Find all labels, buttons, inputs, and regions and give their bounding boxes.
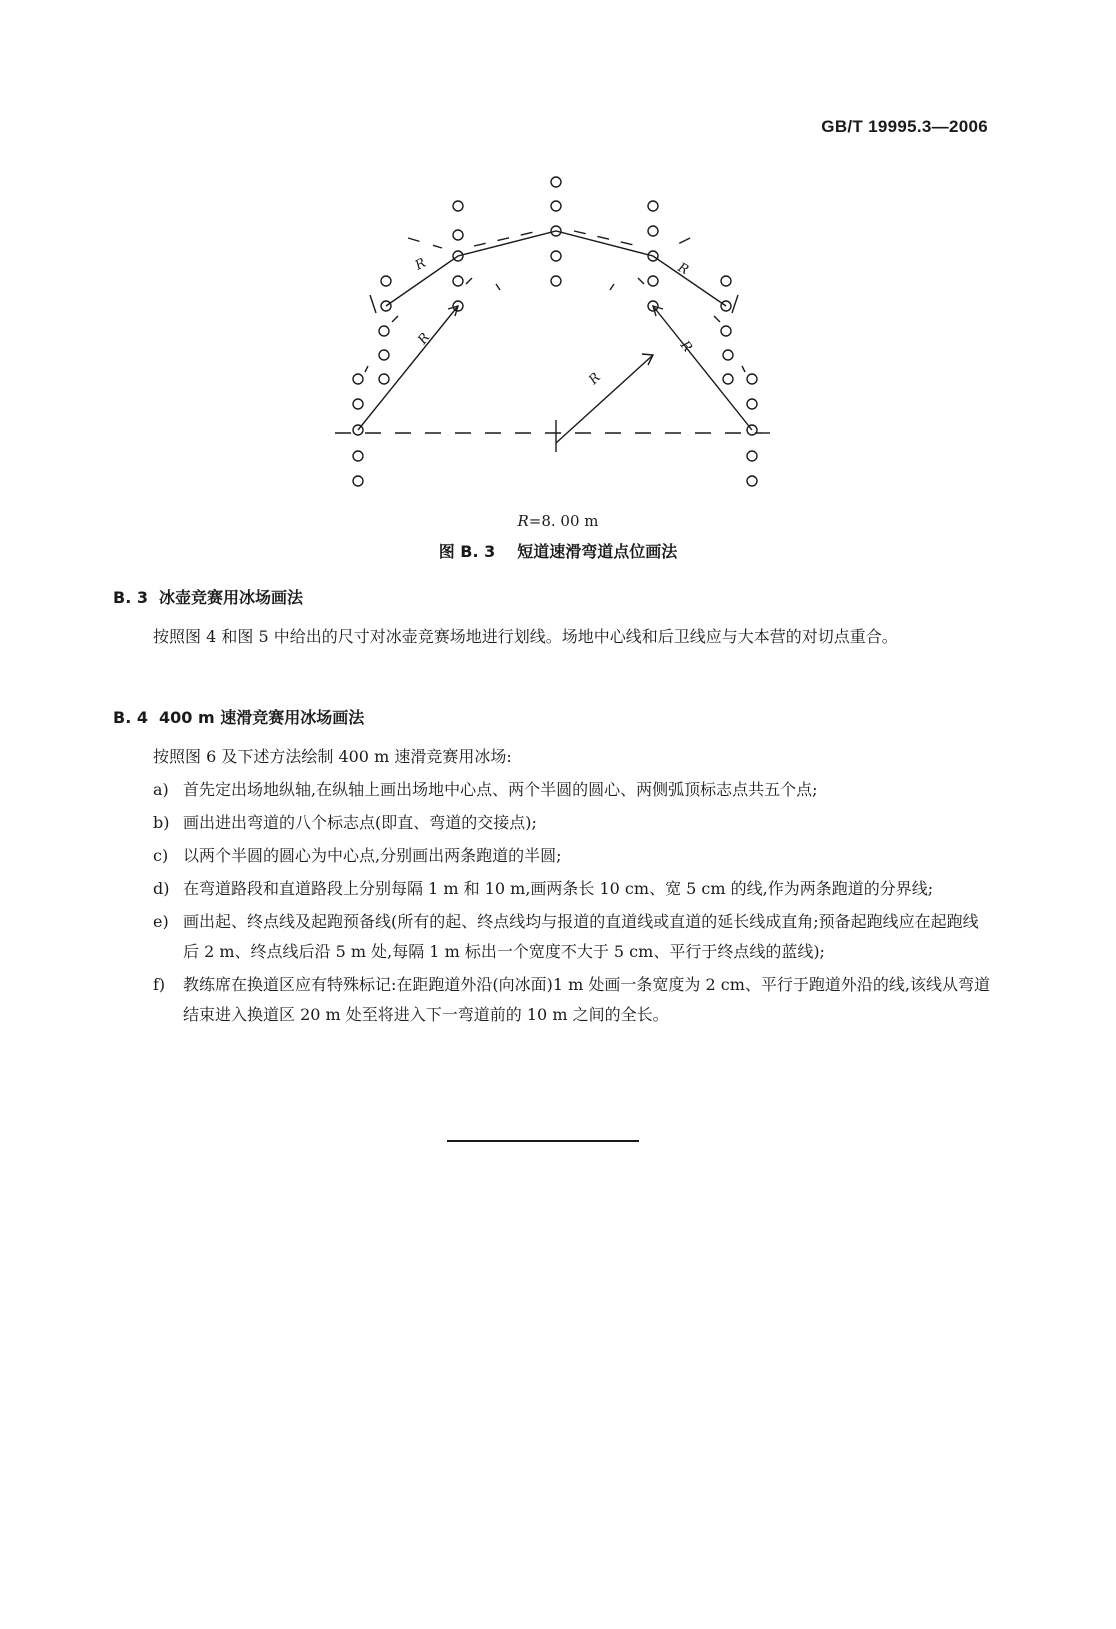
- marker-circle: [551, 201, 561, 211]
- tick-mark: [714, 316, 720, 322]
- tick-mark: [732, 295, 738, 313]
- list-marker: f): [153, 975, 166, 994]
- tick-mark: [392, 316, 398, 322]
- marker-circle: [747, 399, 757, 409]
- list-marker: c): [153, 846, 169, 865]
- method-list: [113, 775, 993, 1033]
- marker-circle: [747, 451, 757, 461]
- tick-mark: [638, 278, 644, 284]
- paragraph-b3: 按照图 4 和图 5 中给出的尺寸对冰壶竞赛场地进行划线。场地中心线和后卫线应与大本营的对切点重合。: [153, 627, 898, 646]
- tick-mark: [742, 366, 745, 372]
- marker-circle: [551, 276, 561, 286]
- marker-circle: [723, 350, 733, 360]
- list-marker: a): [153, 780, 169, 799]
- section-title: 400 m 速滑竞赛用冰场画法: [159, 708, 365, 727]
- marker-circle: [723, 374, 733, 384]
- radius-line: [556, 355, 653, 443]
- figure-formula: [0, 512, 1116, 530]
- list-item: [113, 841, 993, 871]
- marker-circle: [551, 251, 561, 261]
- guide-line: [408, 238, 442, 248]
- marker-circle: [379, 350, 389, 360]
- section-number: B. 4: [113, 708, 148, 727]
- list-marker: b): [153, 813, 170, 832]
- radius-line: [358, 306, 458, 430]
- list-text: 画出起、终点线及起跑预备线(所有的起、终点线均与报道的直道线或直道的延长线成直角;预备起跑线应在起跑线后 2 m、终点线后沿 5 m 处,每隔 1 m 标出一个宽度不大于 5 cm、平行于终点线的蓝线);: [183, 912, 979, 961]
- guide-line: [670, 238, 690, 248]
- marker-circle: [353, 399, 363, 409]
- list-text: 教练席在换道区应有特殊标记:在距跑道外沿(向冰面)1 m 处画一条宽度为 2 cm、平行于跑道外沿的线,该线从弯道结束进入换道区 20 m 处至将进入下一弯道前的 10 m 之间的全长。: [183, 975, 990, 1024]
- tick-mark: [370, 295, 376, 313]
- marker-circle: [379, 374, 389, 384]
- marker-circle: [453, 230, 463, 240]
- list-text: 在弯道路段和直道路段上分别每隔 1 m 和 10 m,画两条长 10 cm、宽 5 cm 的线,作为两条跑道的分界线;: [183, 879, 934, 898]
- tick-mark: [496, 284, 500, 290]
- figure-caption: [0, 539, 1116, 562]
- tick-mark: [365, 366, 368, 372]
- figure-number: 图 B. 3: [438, 542, 496, 561]
- standard-number: GB/T 19995.3—2006: [821, 117, 988, 136]
- list-item: [113, 874, 993, 904]
- list-item: [113, 808, 993, 838]
- section-heading-b4: [113, 705, 364, 728]
- list-item: [113, 775, 993, 805]
- list-item: [113, 907, 993, 967]
- radius-line: [653, 306, 752, 430]
- marker-circle: [721, 276, 731, 286]
- list-intro: 按照图 6 及下述方法绘制 400 m 速滑竞赛用冰场:: [153, 747, 512, 766]
- marker-circle: [648, 201, 658, 211]
- curve-marking-diagram: [320, 165, 770, 495]
- marker-circle: [353, 374, 363, 384]
- marker-circle: [381, 276, 391, 286]
- marker-circle: [551, 177, 561, 187]
- marker-circle: [721, 326, 731, 336]
- tick-mark: [610, 284, 614, 290]
- marker-circle: [453, 276, 463, 286]
- radius-label: R: [412, 255, 429, 274]
- figure-title: 短道速滑弯道点位画法: [517, 542, 678, 561]
- radius-label: R: [676, 338, 695, 356]
- list-text: 首先定出场地纵轴,在纵轴上画出场地中心点、两个半圆的圆心、两侧弧顶标志点共五个点;: [183, 780, 818, 799]
- section-title: 冰壶竞赛用冰场画法: [159, 588, 304, 607]
- radius-label: R: [415, 330, 434, 348]
- radius-label: R: [586, 370, 604, 388]
- section-number: B. 3: [113, 588, 148, 607]
- marker-circle: [747, 374, 757, 384]
- end-rule: [447, 1140, 639, 1142]
- marker-circle: [648, 226, 658, 236]
- marker-circle: [353, 476, 363, 486]
- list-marker: d): [153, 879, 170, 898]
- list-text: 以两个半圆的圆心为中心点,分别画出两条跑道的半圆;: [183, 846, 562, 865]
- section-heading-b3: [113, 585, 303, 608]
- tick-mark: [466, 278, 472, 284]
- chord-line: [386, 231, 726, 306]
- marker-circle: [648, 276, 658, 286]
- marker-circle: [353, 451, 363, 461]
- formula-variable: R: [517, 512, 529, 530]
- radius-label: R: [675, 260, 691, 279]
- formula-value: =8. 00 m: [528, 512, 599, 530]
- list-item: [113, 970, 993, 1030]
- list-text: 画出进出弯道的八个标志点(即直、弯道的交接点);: [183, 813, 537, 832]
- marker-circle: [453, 201, 463, 211]
- marker-circle: [379, 326, 389, 336]
- list-marker: e): [153, 912, 169, 931]
- marker-circle: [747, 476, 757, 486]
